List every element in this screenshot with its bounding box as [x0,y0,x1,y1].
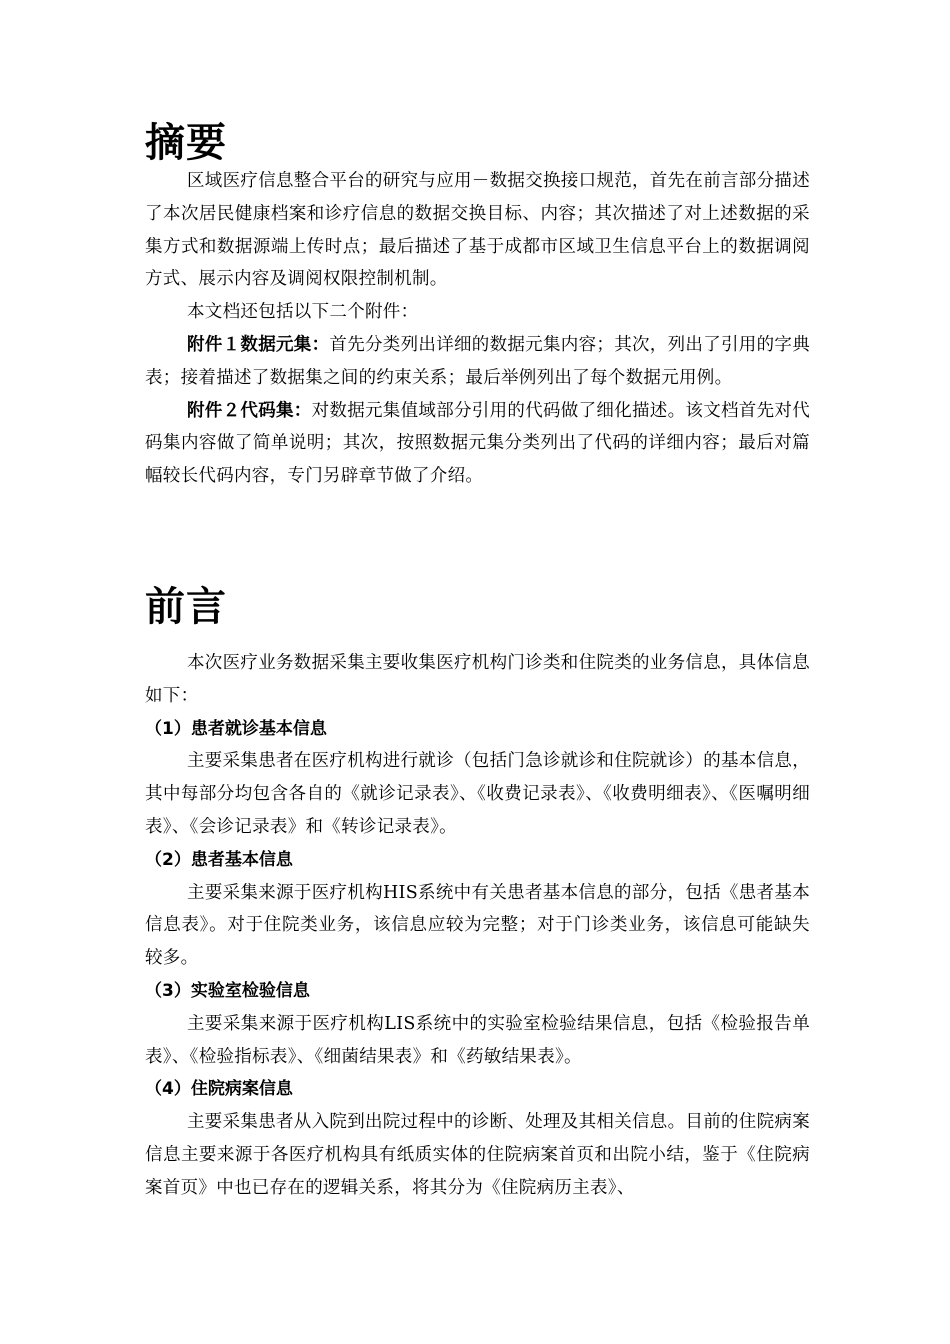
section-heading-3: （3）实验室检验信息 [145,980,310,1001]
section-heading-1: （1）患者就诊基本信息 [145,718,327,739]
attachment-1-label: 附件１数据元集： [187,334,330,355]
section-text-3: 主要采集来源于医疗机构LIS系统中的实验室检验结果信息，包括《检验报告单表》、《检验指标表》、《细菌结果表》和《药敏结果表》。 [145,1013,810,1067]
section-heading-4: （4）住院病案信息 [145,1079,293,1100]
attachment-2-text: 对数据元集值域部分引用的代码做了细化描述。该文档首先对代码集内容做了简单说明；其次，按照数据元集分类列出了代码的详细内容；最后对篇幅较长代码内容，专门另辟章节做了介绍。 [145,400,811,487]
attachments-intro: 本文档还包括以下二个附件： [187,302,419,323]
section-text-4: 主要采集患者从入院到出院过程中的诊断、处理及其相关信息。目前的住院病案信息主要来源于各医疗机构具有纸质实体的住院病案首页和出院小结，鉴于《住院病案首页》中也已存在的逻辑关系，将其分为《住院病历主表》、 [145,1112,810,1198]
section-text-2: 主要采集来源于医疗机构HIS系统中有关患者基本信息的部分，包括《患者基本信息表》。对于住院类业务，该信息应较为完整；对于门诊类业务，该信息可能缺失较多。 [145,882,810,969]
preface-intro: 本次医疗业务数据采集主要收集医疗机构门诊类和住院类的业务信息，具体信息如下： [145,653,810,706]
abstract-heading: 摘要 [145,120,227,166]
preface-heading: 前言 [145,584,227,630]
attachment-2-label: 附件２代码集： [187,400,312,421]
attachment-1 [145,329,810,395]
attachment-1-text: 首先分类列出详细的数据元集内容；其次，列出了引用的字典表；接着描述了数据集之间的约束关系；最后举例列出了每个数据元用例。 [145,334,811,388]
section-heading-2: （2）患者基本信息 [145,849,293,870]
preface-body [145,647,810,1205]
attachment-2 [145,395,810,493]
section-text-1: 主要采集患者在医疗机构进行就诊（包括门急诊就诊和住院就诊）的基本信息，其中每部分均包含各自的《就诊记录表》、《收费记录表》、《收费明细表》、《医嘱明细表》、《会诊记录表》和《转诊记录表》。 [145,751,810,837]
abstract-body [145,165,810,493]
abstract-paragraph: 区域医疗信息整合平台的研究与应用－数据交换接口规范，首先在前言部分描述了本次居民健康档案和诊疗信息的数据交换目标、内容；其次描述了对上述数据的采集方式和数据源端上传时点；最后描述了基于成都市区域卫生信息平台上的数据调阅方式、展示内容及调阅权限控制机制。 [145,171,810,290]
